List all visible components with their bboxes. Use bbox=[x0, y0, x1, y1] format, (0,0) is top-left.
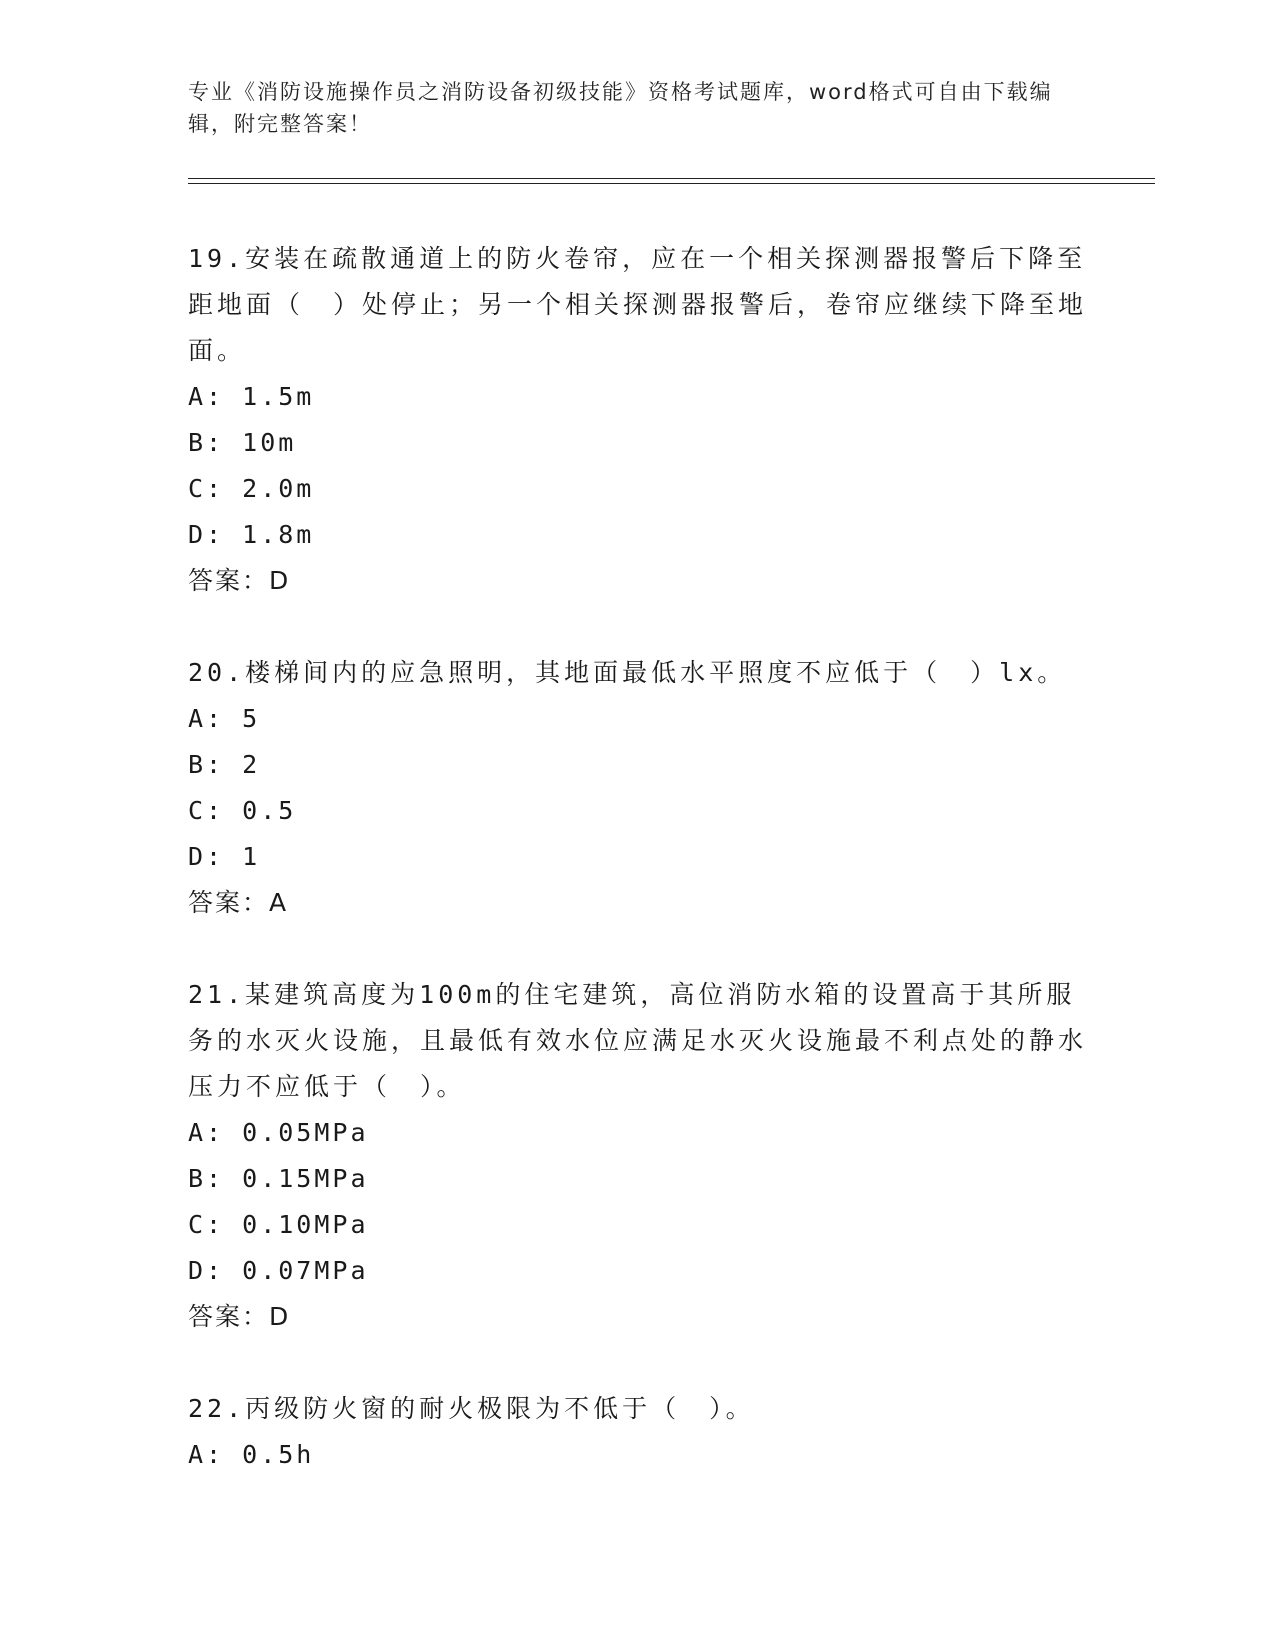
option-b: B: 10m bbox=[188, 428, 297, 457]
option-a: A: 5 bbox=[188, 704, 261, 733]
document-header: 专业《消防设施操作员之消防设备初级技能》资格考试题库，word格式可自由下载编辑，附完整答案！ bbox=[188, 80, 1053, 136]
header-rule-top bbox=[188, 178, 1155, 179]
option-b: B: 2 bbox=[188, 750, 261, 779]
question-list bbox=[188, 236, 1088, 1524]
option-b: B: 0.15MPa bbox=[188, 1164, 369, 1193]
question-stem: 20.楼梯间内的应急照明，其地面最低水平照度不应低于（ ）lx。 bbox=[188, 658, 1067, 687]
question-20 bbox=[188, 650, 1088, 926]
question-19 bbox=[188, 236, 1088, 604]
option-a: A: 1.5m bbox=[188, 382, 315, 411]
answer-line: 答案：D bbox=[188, 1302, 291, 1331]
question-21 bbox=[188, 972, 1088, 1340]
option-d: D: 1 bbox=[188, 842, 261, 871]
question-stem: 19.安装在疏散通道上的防火卷帘，应在一个相关探测器报警后下降至距地面（ ）处停止；另一个相关探测器报警后，卷帘应继续下降至地面。 bbox=[188, 244, 1088, 365]
option-c: C: 0.10MPa bbox=[188, 1210, 369, 1239]
question-stem: 21.某建筑高度为100m的住宅建筑，高位消防水箱的设置高于其所服务的水灭火设施，且最低有效水位应满足水灭火设施最不利点处的静水压力不应低于（ ）。 bbox=[188, 980, 1088, 1101]
option-d: D: 0.07MPa bbox=[188, 1256, 369, 1285]
option-a: A: 0.05MPa bbox=[188, 1118, 369, 1147]
answer-line: 答案：A bbox=[188, 888, 289, 917]
question-22 bbox=[188, 1386, 1088, 1478]
question-stem: 22.丙级防火窗的耐火极限为不低于（ ）。 bbox=[188, 1394, 755, 1423]
header-rule-bottom bbox=[188, 183, 1155, 184]
option-a: A: 0.5h bbox=[188, 1440, 315, 1469]
option-d: D: 1.8m bbox=[188, 520, 315, 549]
answer-line: 答案：D bbox=[188, 566, 291, 595]
option-c: C: 2.0m bbox=[188, 474, 315, 503]
option-c: C: 0.5 bbox=[188, 796, 297, 825]
